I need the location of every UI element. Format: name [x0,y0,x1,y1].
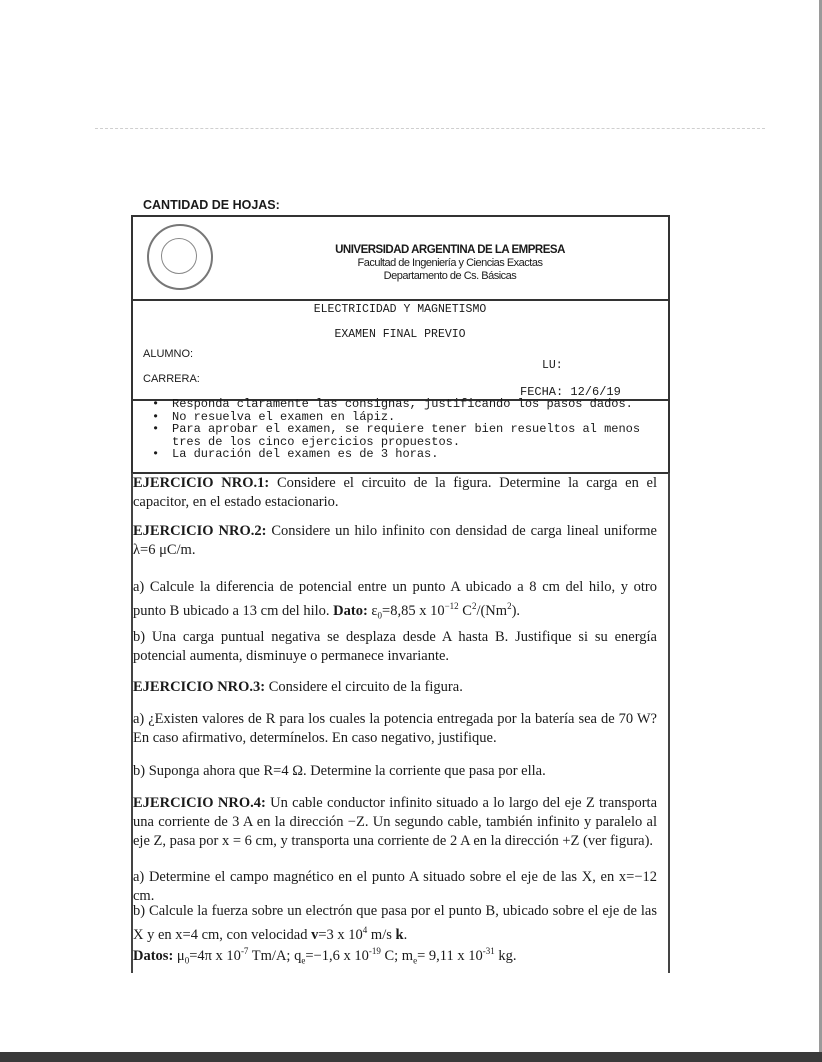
text-segment: Dato: [333,602,368,619]
text-segment: -7 [240,946,249,956]
text-segment: Tm/A; q [248,947,302,964]
divider [131,299,668,301]
text-segment: e [413,955,418,966]
text-segment: -31 [482,946,495,956]
text-segment: b) Una carga puntual negativa se desplaza desde A hasta B. Justifique si su energía potencial aumenta, disminuye o permanece invariante. [133,629,657,664]
text-segment: k [395,926,404,943]
text-segment: 0 [377,610,383,621]
text-segment: v [311,926,319,943]
exercise-2a [133,578,657,626]
scan-edge-bottom [0,1052,822,1062]
text-segment: a) Determine el campo magnético en el punto A situado sobre el eje de las X, en x=−12 cm. [133,869,657,904]
exercise-3 [133,678,657,697]
text-segment: =−1,6 x 10 [305,947,369,964]
instruction-item: • No resuelva el examen en lápiz. [150,411,665,424]
text-segment: Considere un hilo infinito con densidad de carga lineal uniforme λ=6 μC/m. [133,523,657,558]
text-segment: -19 [368,946,381,956]
exam-type: EXAMEN FINAL PREVIO [334,328,466,341]
exercise-4-data [133,942,657,971]
text-segment: Un cable conductor infinito situado a lo largo del eje Z transporta una corriente de 3 A en la dirección −Z. Un segundo cable, también infinito y paralelo al eje Z, pasa por x = 6 cm, y transporta una corriente de 2 A en la dirección +Z (ver figura). [133,795,658,849]
career-label: CARRERA: [143,373,200,385]
university-name: UNIVERSIDAD ARGENTINA DE LA EMPRESA [335,244,565,256]
instruction-item: • Para aprobar el examen, se requiere tener bien resueltos al menos tres de los cinco ejercicios propuestos. [150,423,665,448]
instruction-item: • Responda claramente las consignas, justificando los pasos dados. [150,398,665,411]
university-seal-logo [147,224,213,290]
text-segment: m/s [367,926,396,943]
exercise-3a [133,710,657,748]
exercise-3b [133,762,657,781]
text-segment: ). [511,602,521,619]
text-segment: /(Nm [476,602,508,619]
exercise-1 [133,474,657,512]
faculty-name: Facultad de Ingeniería y Ciencias Exactas [357,257,543,269]
text-segment: 4 [362,925,368,935]
text-segment: = 9,11 x 10 [417,947,483,964]
text-segment: EJERCICIO NRO.3: [133,679,266,695]
text-segment: C; m [380,947,414,964]
department-name: Departamento de Cs. Básicas [383,270,517,282]
text-segment: =3 x 10 [318,926,363,943]
text-segment: 0 [184,955,190,966]
text-segment: =8,85 x 10 [382,602,445,619]
text-segment: Datos: [133,947,174,964]
scan-noise [95,128,765,129]
text-segment: EJERCICIO NRO.2: [133,523,267,539]
date-label: FECHA: 12/6/19 [520,385,621,399]
exercise-4b [133,902,657,945]
text-segment: e [301,955,306,966]
text-segment: EJERCICIO NRO.4: [133,795,266,811]
text-segment: Considere el circuito de la figura. Determine la carga en el capacitor, en el estado estacionario. [133,475,657,510]
exercise-2b [133,628,657,666]
text-segment: b) Suponga ahora que R=4 Ω. Determine la corriente que pasa por ella. [133,763,546,779]
text-segment: 2 [471,601,477,611]
text-segment: kg. [494,947,517,964]
text-segment: μ [173,947,185,964]
subject-title: ELECTRICIDAD Y MAGNETISMO [313,303,487,316]
exercise-4 [133,794,657,851]
exercise-4a [133,868,657,906]
text-segment: . [403,926,408,943]
lu-label: LU: [542,359,563,372]
text-segment: EJERCICIO NRO.1: [133,475,270,491]
text-segment: C [458,602,472,619]
text-segment: ε [367,602,378,619]
exercise-2 [133,522,657,560]
text-segment: a) ¿Existen valores de R para los cuales la potencia entregada por la batería sea de 70 W? En caso afirmativo, determínelos. En caso negativo, justifique. [133,711,657,746]
sheet-count-label: CANTIDAD DE HOJAS: [143,198,280,212]
text-segment: =4π x 10 [189,947,241,964]
text-segment: 2 [507,601,512,611]
text-segment: a) Calcule la diferencia de potencial entre un punto A ubicado a 8 cm del hilo, y otro punto B ubicado a 13 cm del hilo. [133,579,657,619]
instructions-list [150,398,665,461]
university-header [300,244,600,283]
text-segment: b) Calcule la fuerza sobre un electrón que pasa por el punto B, ubicado sobre el eje de las X y en x=4 cm, con velocidad [133,903,657,943]
text-segment: −12 [444,601,459,611]
text-segment: Considere el circuito de la figura. [265,679,463,695]
instruction-item: • La duración del examen es de 3 horas. [150,448,665,461]
student-label: ALUMNO: [143,348,194,360]
